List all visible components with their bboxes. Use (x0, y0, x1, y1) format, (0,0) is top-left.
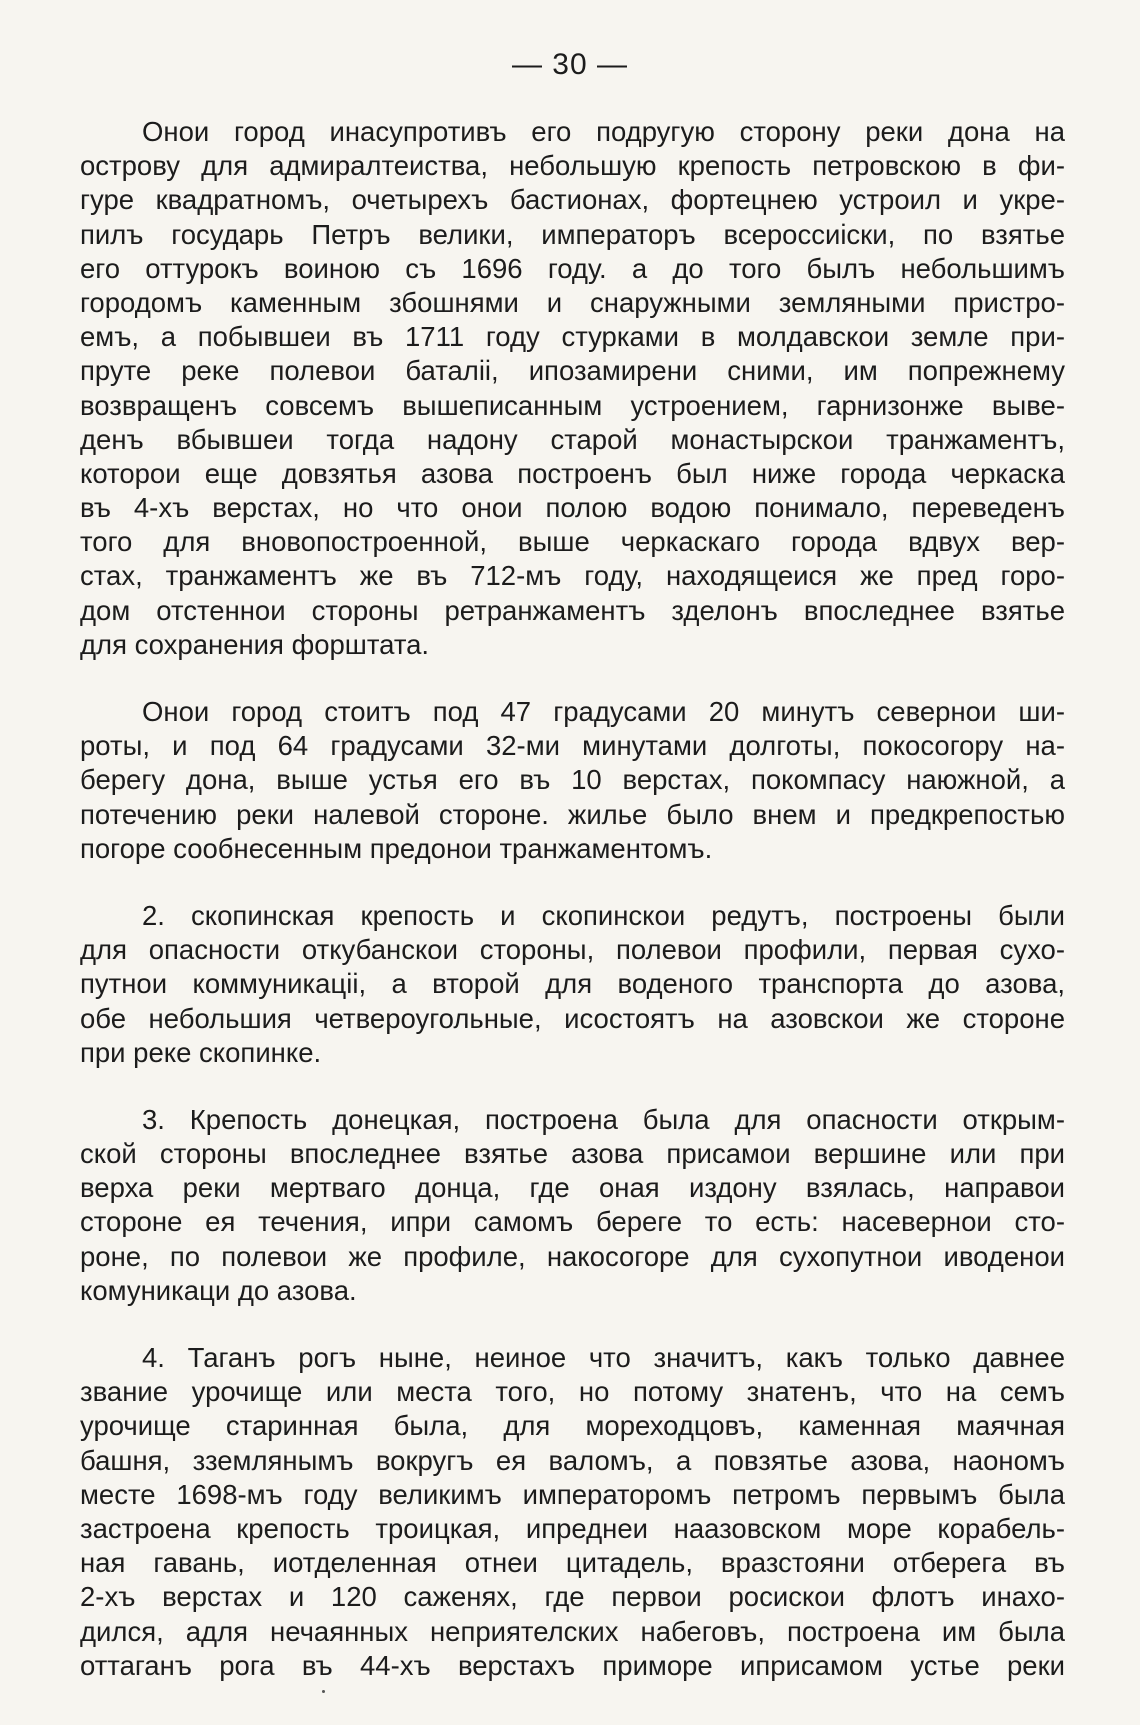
text-line: урочище старинная была, для мореходцовъ, каменная маячная (80, 1410, 1065, 1442)
text-line: возвращенъ совсемъ вышеписанным устроением, гарнизонже выве- (80, 389, 1065, 421)
text-line: ная гавань, иотделенная отнеи цитадель, вразстояни отберега въ (80, 1547, 1065, 1579)
text-line: городомъ каменным збошнями и снаружными земляными пристро- (80, 286, 1065, 318)
text-line: дом отстеннои стороны ретранжаментъ зделонъ впоследнее взятье (80, 594, 1065, 626)
text-line: месте 1698-мъ году великимъ императоромъ петромъ первымъ была (80, 1478, 1065, 1510)
text-line: для сохранения форштата. (80, 628, 430, 660)
text-line: денъ вбывшеи тогда надону старой монастырскои транжаментъ, (80, 423, 1065, 455)
text-line: верха реки мертваго донца, где оная издону взялась, направои (80, 1172, 1065, 1204)
text-line: которои еще довзятья азова построенъ был ниже города черкаска (80, 457, 1065, 489)
text-line: обе небольшия четвероугольные, исостоятъ на азовскои же стороне (80, 1002, 1065, 1034)
text-line: того для вновопостроенной, выше черкаскаго города вдвух вер- (80, 526, 1065, 558)
paragraph (80, 899, 1065, 1070)
text-line: роне, по полевои же профиле, накосогоре для сухопутнои иводенои (80, 1240, 1065, 1272)
text-line: острову для адмиралтеиства, небольшую крепость петровскою в фи- (80, 150, 1065, 182)
text-line: его оттурокъ воиною съ 1696 году. а до того былъ небольшимъ (80, 252, 1065, 284)
text-line: погоре сообнесенным предонои транжаментомъ. (80, 832, 713, 864)
text-line: емъ, а побывшеи въ 1711 году стурками в молдавскои земле при- (80, 321, 1065, 353)
text-line: 4. Таганъ рогъ ныне, неиное что значитъ, какъ только давнее (142, 1342, 1065, 1373)
text-line: берегу дона, выше устья его въ 10 верстах, покомпасу наюжной, а (80, 764, 1065, 796)
page-number: — 30 — (511, 48, 629, 81)
text-line: стороне ея течения, ипри самомъ береге то есть: насевернои сто- (80, 1206, 1065, 1238)
text-line: въ 4-хъ верстах, но что онои полою водою понимало, переведенъ (80, 492, 1065, 524)
text-line: Онои город стоитъ под 47 градусами 20 минутъ севернои ши- (142, 696, 1065, 727)
text-line: гуре квадратномъ, очетырехъ бастионах, фортецнею устроил и укре- (80, 184, 1065, 216)
text-line: Онои город инасупротивъ его подругую сторону реки дона на (142, 116, 1065, 147)
text-line: при реке скопинке. (80, 1036, 322, 1068)
text-line: для опасности откубанскои стороны, полевои профили, первая сухо- (80, 934, 1065, 966)
paragraph (80, 115, 1065, 662)
ink-speck (322, 1690, 325, 1693)
text-line: стах, транжаментъ же въ 712-мъ году, находящеися же пред горо- (80, 560, 1065, 592)
text-line: комуникаци до азова. (80, 1274, 357, 1306)
text-line: 2. скопинская крепость и скопинскои редутъ, построены были (142, 899, 1065, 931)
paragraph (80, 1341, 1065, 1683)
text-line: пруте реке полевои баталіі, ипозамирени сними, им попрежнему (80, 355, 1065, 387)
text-line: потечению реки налевой стороне. жилье было внем и предкрепостью (80, 798, 1065, 830)
paragraph (80, 695, 1065, 866)
text-line: башня, зземлянымъ вокругъ ея валомъ, а повзятье азова, наономъ (80, 1444, 1065, 1476)
text-line: оттаганъ рога въ 44-хъ верстахъ приморе иприсамом устье реки (80, 1649, 1065, 1681)
text-line: 2-хъ верстах и 120 саженях, где первои росискои флотъ инахо- (80, 1581, 1065, 1613)
text-line: ской стороны впоследнее взятье азова присамои вершине или при (80, 1138, 1065, 1170)
text-line: путнои коммуникаціі, а второй для воденого транспорта до азова, (80, 968, 1065, 1000)
text-line: дился, адля нечаянных неприятелских набеговъ, построена им была (80, 1615, 1065, 1647)
text-line: звание урочище или места того, но потому знатенъ, что на семъ (80, 1376, 1065, 1408)
text-line: застроена крепость троицкая, ипреднеи наазовском море корабель- (80, 1512, 1065, 1544)
document-body (80, 115, 1065, 1716)
text-line: роты, и под 64 градусами 32-ми минутами долготы, покосогору на- (80, 730, 1065, 762)
text-line: пилъ государь Петръ велики, императоръ всероссиіски, по взятье (80, 218, 1065, 250)
text-line: 3. Крепость донецкая, построена была для опасности открым- (142, 1103, 1065, 1135)
paragraph (80, 1103, 1065, 1308)
